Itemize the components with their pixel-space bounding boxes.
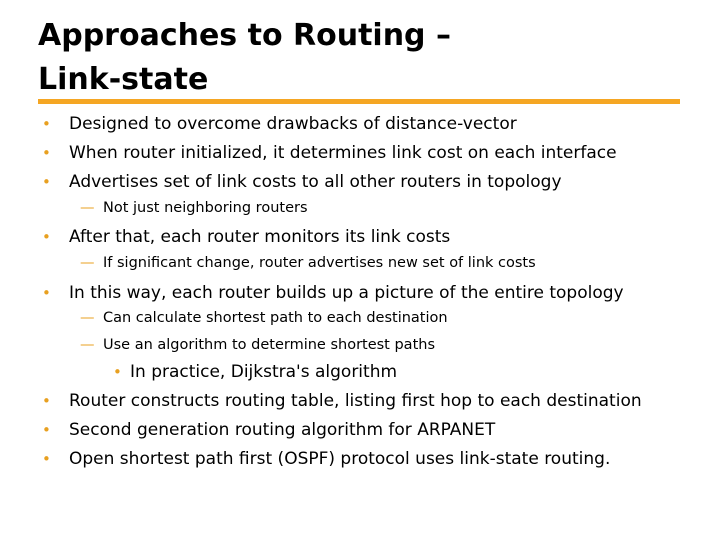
sub-bullet-text: Use an algorithm to determine shortest paths (103, 337, 435, 353)
sub-bullet-dash: — (80, 337, 95, 353)
bullet-text: Open shortest path first (OSPF) protocol uses link-state routing. (69, 449, 611, 469)
bullet-text: Designed to overcome drawbacks of distance-vector (69, 114, 517, 134)
bullet-dot: • (42, 228, 51, 246)
bullet-dot: • (42, 392, 51, 410)
bullet-text: When router initialized, it determines link cost on each interface (69, 143, 617, 163)
bullet-text: Advertises set of link costs to all other routers in topology (69, 172, 562, 192)
sub-bullet-text: Can calculate shortest path to each destination (103, 310, 448, 326)
bullet-text: After that, each router monitors its link costs (69, 227, 451, 247)
sub-sub-bullet-text: In practice, Dijkstra's algorithm (130, 362, 398, 382)
bullet-dot: • (42, 284, 51, 302)
sub-bullet-dash: — (80, 200, 95, 216)
sub-bullet-dash: — (80, 255, 95, 271)
bullet-dot: • (42, 450, 51, 468)
slide-title-line-2: Link-state (38, 62, 209, 97)
bullet-dot: • (42, 421, 51, 439)
bullet-dot: • (42, 115, 51, 133)
bullet-dot: • (42, 144, 51, 162)
bullet-text: Router constructs routing table, listing first hop to each destination (69, 391, 642, 411)
bullet-text: Second generation routing algorithm for ARPANET (69, 420, 496, 440)
sub-bullet-text: Not just neighboring routers (103, 200, 308, 216)
sub-bullet-text: If significant change, router advertises new set of link costs (103, 255, 536, 271)
bullet-dot: • (113, 363, 122, 381)
slide-title-line-1: Approaches to Routing – (38, 18, 451, 53)
bullet-dot: • (42, 173, 51, 191)
bullet-text: In this way, each router builds up a picture of the entire topology (69, 283, 624, 303)
sub-bullet-dash: — (80, 310, 95, 326)
